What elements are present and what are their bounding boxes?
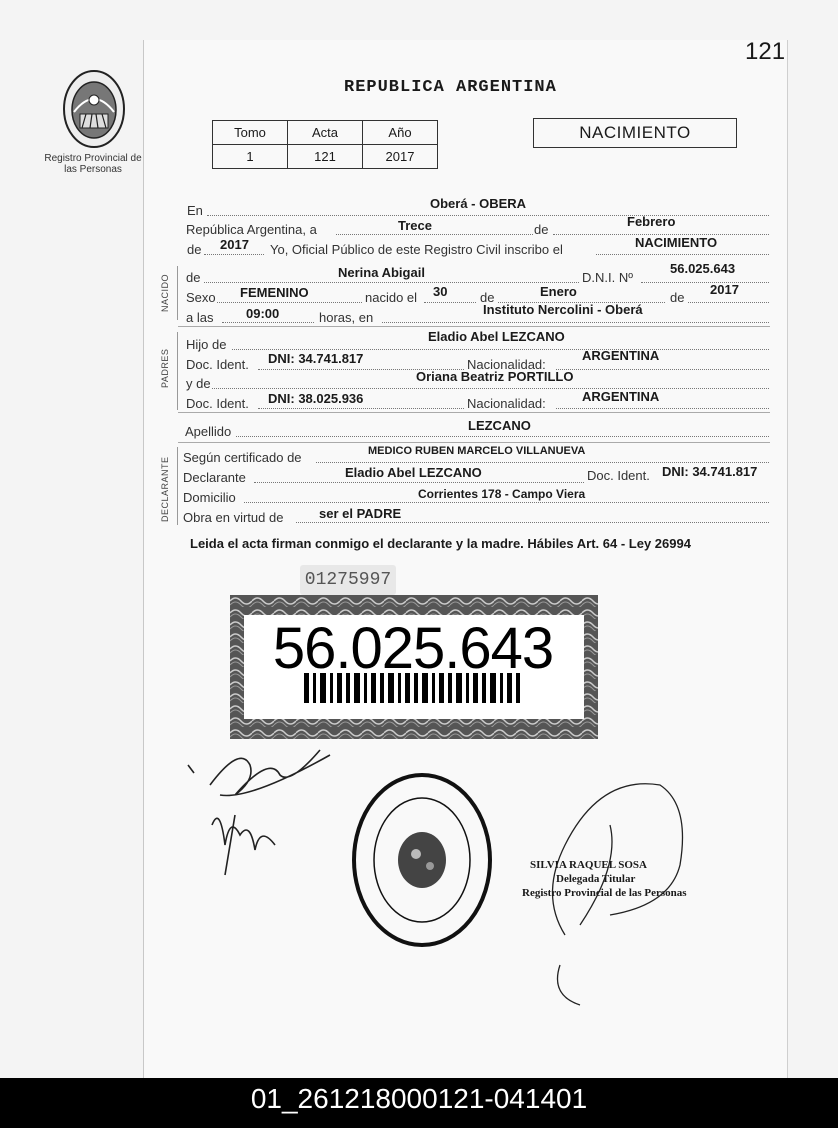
birth-year: 2017	[710, 282, 739, 297]
republica-label: República Argentina, a	[186, 222, 317, 237]
closing-text: Leida el acta firman conmigo el declarante y la madre. Hábiles Art. 64 - Ley 26994	[190, 536, 691, 551]
dotted-line	[316, 462, 769, 463]
dotted-line	[217, 302, 362, 303]
section-divider	[177, 266, 178, 320]
sticker-dni-number: 56.025.643	[272, 616, 554, 681]
section-nacido-label: NACIDO	[160, 273, 170, 312]
dotted-line	[688, 302, 769, 303]
misiones-crest-icon	[60, 68, 128, 150]
section-separator	[178, 442, 770, 443]
official-name: SILVIA RAQUEL SOSA	[530, 859, 647, 871]
year-label: de	[187, 242, 202, 257]
birth-day: 30	[433, 284, 448, 299]
domicilio-label: Domicilio	[183, 490, 236, 505]
birth-hour: 09:00	[246, 306, 280, 321]
father-doc: DNI: 34.741.817	[268, 351, 364, 366]
declarante-doc-label: Doc. Ident.	[587, 468, 650, 483]
obra-label: Obra en virtud de	[183, 510, 284, 525]
dotted-line	[382, 322, 769, 323]
record-type-box: NACIMIENTO	[533, 118, 737, 148]
dotted-line	[204, 254, 264, 255]
a-las-label: a las	[186, 310, 214, 325]
father-nationality: ARGENTINA	[582, 348, 660, 363]
official-office: Registro Provincial de las Personas	[522, 887, 687, 899]
record-val-tomo: 1	[213, 145, 288, 169]
en-label: En	[187, 203, 203, 218]
record-col-acta: Acta	[288, 121, 363, 145]
mother-name: Oriana Beatriz PORTILLO	[416, 369, 574, 384]
record-val-acta: 121	[288, 145, 363, 169]
record-col-tomo: Tomo	[213, 121, 288, 145]
dotted-line	[424, 302, 476, 303]
page-title: REPUBLICA ARGENTINA	[344, 78, 557, 97]
birth-place: Instituto Nercolini - Oberá	[483, 302, 643, 317]
dotted-line	[212, 388, 769, 389]
sexo-value: FEMENINO	[240, 285, 309, 300]
certificado-label: Según certificado de	[183, 450, 302, 465]
section-divider	[177, 332, 178, 410]
dotted-line	[596, 254, 769, 255]
obra-value: ser el PADRE	[319, 506, 402, 521]
birth-month: Enero	[540, 284, 577, 299]
month-value: Febrero	[627, 214, 676, 229]
father-name: Eladio Abel LEZCANO	[428, 329, 565, 344]
yo-text: Yo, Oficial Público de este Registro Civil inscribo el	[270, 242, 563, 257]
official-role: Delegada Titular	[556, 873, 636, 885]
dotted-line	[244, 502, 769, 503]
apellido-label: Apellido	[185, 424, 232, 439]
domicilio-value: Corrientes 178 - Campo Viera	[418, 487, 586, 501]
de-label: de	[534, 222, 549, 237]
official-block	[522, 858, 687, 900]
dotted-line	[641, 282, 769, 283]
certificado-value: MEDICO RUBEN MARCELO VILLANUEVA	[368, 445, 586, 457]
child-dni: 56.025.643	[670, 261, 736, 276]
mother-nationality: ARGENTINA	[582, 389, 660, 404]
dotted-line	[556, 408, 769, 409]
dotted-line	[296, 522, 769, 523]
record-col-ano: Año	[363, 121, 438, 145]
dotted-line	[236, 436, 769, 437]
event-value: NACIMIENTO	[635, 235, 718, 250]
nacido-de-label: de	[186, 270, 201, 285]
official-seal-icon	[350, 770, 495, 950]
record-table	[212, 120, 438, 169]
dotted-line	[556, 369, 769, 370]
footer-code: 01_261218000121-041401	[250, 1083, 588, 1114]
child-name: Nerina Abigail	[338, 265, 425, 280]
de-label: de	[480, 290, 495, 305]
section-divider	[177, 447, 178, 525]
dni-label: D.N.I. Nº	[582, 270, 633, 285]
father-doc-label: Doc. Ident.	[186, 357, 249, 372]
de-label: de	[670, 290, 685, 305]
father-nationality-label: Nacionalidad:	[467, 357, 546, 372]
section-separator	[178, 326, 770, 327]
section-declarante-label: DECLARANTE	[160, 456, 170, 522]
day-value: Trece	[398, 218, 432, 233]
dotted-line	[222, 322, 314, 323]
declarante-doc: DNI: 34.741.817	[662, 464, 758, 479]
dotted-line	[204, 282, 579, 283]
declarante-value: Eladio Abel LEZCANO	[345, 465, 482, 480]
place-value: Oberá - OBERA	[430, 196, 527, 211]
dotted-line	[336, 234, 533, 235]
dotted-line	[258, 408, 464, 409]
section-separator	[178, 412, 770, 413]
mother-nationality-label: Nacionalidad:	[467, 396, 546, 411]
record-val-ano: 2017	[363, 145, 438, 169]
registry-label: Registro Provincial de las Personas	[44, 153, 142, 175]
year-value: 2017	[220, 237, 249, 252]
horas-label: horas, en	[319, 310, 374, 325]
sexo-label: Sexo	[186, 290, 216, 305]
serial-number: 01275997	[300, 565, 396, 595]
nacido-el-label: nacido el	[365, 290, 418, 305]
y-de-label: y de	[186, 376, 211, 391]
declarante-label: Declarante	[183, 470, 246, 485]
mother-doc: DNI: 38.025.936	[268, 391, 364, 406]
section-padres-label: PADRES	[160, 348, 170, 388]
dotted-line	[254, 482, 584, 483]
dotted-line	[232, 349, 769, 350]
declarant-signature	[180, 725, 340, 895]
hijo-de-label: Hijo de	[186, 337, 227, 352]
mother-doc-label: Doc. Ident.	[186, 396, 249, 411]
dotted-line	[207, 215, 769, 216]
apellido-value: LEZCANO	[468, 418, 531, 433]
page-number: 121	[745, 38, 786, 65]
